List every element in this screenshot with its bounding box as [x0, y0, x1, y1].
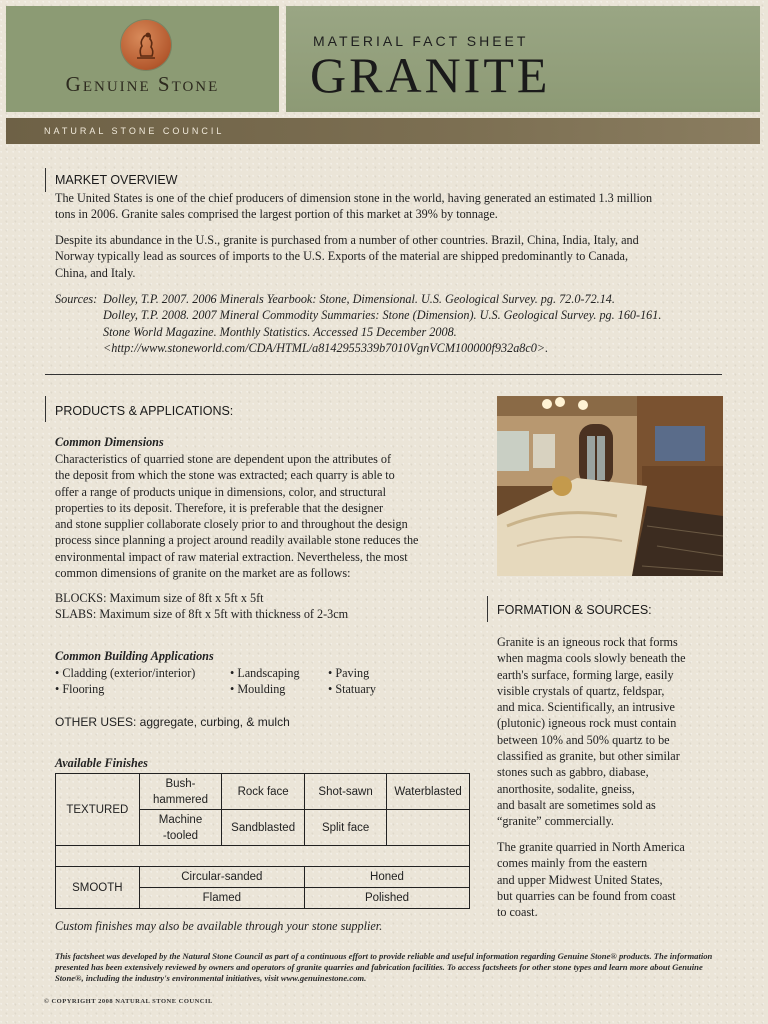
text-line: between 10% and 50% quartz to be — [497, 732, 670, 747]
text-line: Granite is an igneous rock that forms — [497, 635, 678, 649]
application-item: • Paving — [328, 666, 370, 680]
text-line: comes mainly from the eastern — [497, 856, 648, 871]
sources-list — [103, 291, 743, 356]
text-line: earth's surface, forming large, easily — [497, 667, 674, 682]
text-line: and stone supplier collaborate closely prior to and throughout the design — [55, 517, 408, 532]
page-title: GRANITE — [310, 47, 551, 103]
sources-label: Sources: — [55, 292, 98, 306]
blocks-size: BLOCKS: Maximum size of 8ft x 5ft x 5ft — [55, 591, 264, 605]
finish-cell: Polished — [305, 888, 470, 909]
finish-cell: Waterblasted — [387, 774, 470, 810]
finishes-table — [55, 773, 470, 909]
formation-paragraph-1 — [497, 634, 747, 830]
text-line: classified as granite, but other similar — [497, 749, 680, 764]
applications-heading: Common Building Applications — [55, 649, 214, 663]
text-line: Stone®, including the industry's environmental initiatives, visit www.genuinestone.com. — [55, 973, 367, 983]
text-line: and upper Midwest United States, — [497, 872, 663, 887]
text-line: presented has been extensively reviewed by owners and operators of granite quarries and fabrication facilities. To access factsheets for other stone types and learn more about Genuine — [55, 962, 703, 972]
text-line: anorthosite, sodalite, gneiss, — [497, 781, 635, 796]
text-line: Despite its abundance in the U.S., granite is purchased from a number of other countries. Brazil, China, India, Italy, and — [55, 233, 639, 247]
source-item: <http://www.stoneworld.com/CDA/HTML/a8142955339b7010VgnVCM100000f932a8c0>. — [103, 340, 549, 355]
section-marker — [45, 168, 46, 192]
council-name: NATURAL STONE COUNCIL — [44, 126, 225, 136]
text-line: offer a range of products unique in dimensions, color, and structural — [55, 484, 386, 499]
application-item: • Statuary — [328, 682, 376, 696]
finish-cell: Shot-sawn — [305, 774, 387, 810]
finish-category-smooth: SMOOTH — [56, 867, 140, 909]
footer-note — [55, 951, 745, 984]
dimensions-heading: Common Dimensions — [55, 435, 164, 449]
text-line: The granite quarried in North America — [497, 840, 685, 854]
market-heading: MARKET OVERVIEW — [55, 173, 178, 187]
finish-cell: Sandblasted — [222, 810, 305, 846]
genuine-stone-medallion-logo — [121, 20, 171, 70]
source-item: Stone World Magazine. Monthly Statistics. Accessed 15 December 2008. — [103, 324, 457, 339]
text-line: Characteristics of quarried stone are dependent upon the attributes of — [55, 452, 392, 466]
sheet-kicker: MATERIAL FACT SHEET — [313, 33, 529, 49]
text-line: stones such as gabbro, diabase, — [497, 765, 649, 780]
application-item: • Landscaping — [230, 666, 300, 680]
custom-finishes-note: Custom finishes may also be available through your stone supplier. — [55, 919, 383, 933]
text-line: properties to its deposit. Therefore, it is preferable that the designer — [55, 500, 384, 515]
market-paragraph-2 — [55, 232, 745, 281]
other-uses: OTHER USES: aggregate, curbing, & mulch — [55, 715, 290, 729]
divider — [45, 374, 722, 375]
text-line: process since planning a project around readily available stone reduces the — [55, 533, 419, 548]
finish-cell: Bush- hammered — [139, 774, 222, 810]
finish-cell-empty — [387, 810, 470, 846]
section-marker — [487, 596, 488, 622]
text-line: “granite” commercially. — [497, 814, 614, 829]
finishes-heading: Available Finishes — [55, 756, 148, 770]
brand-name: Genuine Stone — [65, 72, 220, 96]
text-line: to coast. — [497, 905, 538, 920]
finish-cell: Split face — [305, 810, 387, 846]
text-line: Norway typically lead as sources of imports to the U.S. Exports of the material are shipped predominantly to Canada, — [55, 249, 629, 264]
copyright: © COPYRIGHT 2008 NATURAL STONE COUNCIL — [44, 998, 213, 1005]
finish-cell: Honed — [305, 867, 470, 888]
application-item: • Moulding — [230, 682, 286, 696]
finish-cell: Circular-sanded — [139, 867, 304, 888]
text-line: but quarries can be found from coast — [497, 888, 676, 903]
formation-paragraph-2 — [497, 839, 747, 920]
text-line: when magma cools slowly beneath the — [497, 651, 686, 666]
dimensions-paragraph — [55, 451, 485, 581]
text-line: and basalt are sometimes sold as — [497, 797, 656, 812]
source-item: Dolley, T.P. 2007. 2006 Minerals Yearbook: Stone, Dimensional. U.S. Geological Survey. pg. 72.0-72.14. — [103, 292, 615, 306]
finish-cell: Machine -tooled — [139, 810, 222, 846]
slabs-size: SLABS: Maximum size of 8ft x 5ft with thickness of 2-3cm — [55, 607, 349, 621]
text-line: the deposit from which the stone was extracted; each quarry is able to — [55, 468, 395, 483]
text-line: and mica. Scientifically, an intrusive — [497, 700, 675, 715]
finish-category-textured: TEXTURED — [56, 774, 140, 846]
market-paragraph-1 — [55, 190, 745, 223]
finish-cell: Rock face — [222, 774, 305, 810]
text-line: (plutonic) igneous rock must contain — [497, 716, 677, 731]
application-item: • Flooring — [55, 682, 105, 696]
text-line: visible crystals of quartz, feldspar, — [497, 683, 665, 698]
application-item: • Cladding (exterior/interior) — [55, 666, 196, 680]
section-marker — [45, 396, 46, 422]
text-line: China, and Italy. — [55, 265, 136, 280]
kitchen-photo — [497, 396, 723, 576]
text-line: The United States is one of the chief producers of dimension stone in the world, having generated an estimated 1.3 million — [55, 191, 653, 205]
products-heading: PRODUCTS & APPLICATIONS: — [55, 404, 234, 418]
text-line: environmental impact of raw material extraction. Nevertheless, the most — [55, 549, 408, 564]
finish-spacer-row — [56, 846, 470, 867]
text-line: This factsheet was developed by the Natural Stone Council as part of a continuous effort to provide reliable and useful information regarding Genuine Stone® products. The information — [55, 951, 713, 961]
source-item: Dolley, T.P. 2008. 2007 Mineral Commodity Summaries: Stone (Dimension). U.S. Geological Survey. pg. 160-161. — [103, 308, 662, 323]
text-line: tons in 2006. Granite sales comprised the largest portion of this market at 39% by tonnage. — [55, 207, 498, 222]
finish-cell: Flamed — [139, 888, 304, 909]
text-line: common dimensions of granite on the market are as follows: — [55, 566, 351, 581]
formation-heading: FORMATION & SOURCES: — [497, 603, 652, 617]
